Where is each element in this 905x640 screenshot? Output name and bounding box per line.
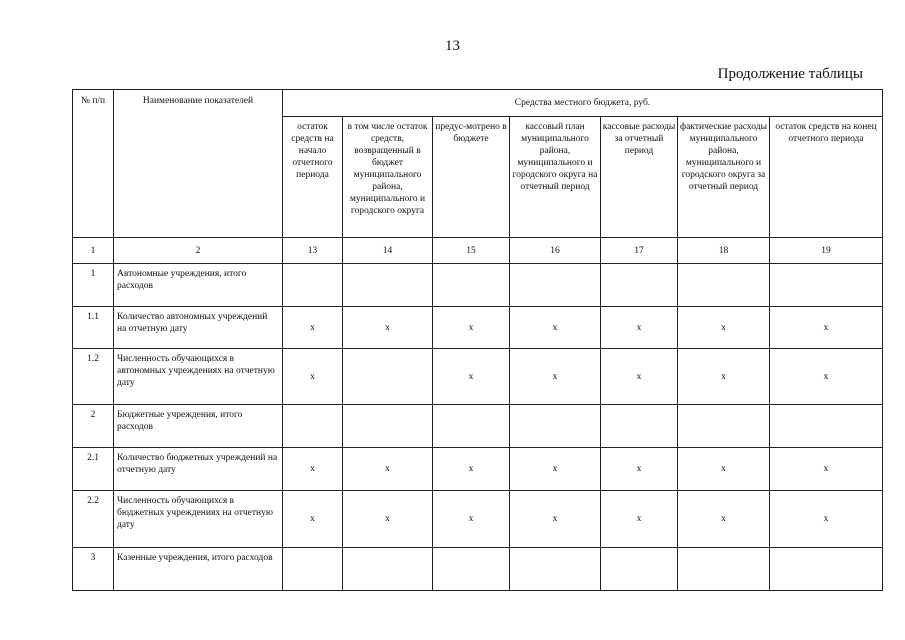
- table-cell: x: [601, 448, 678, 491]
- row-number: 1.2: [73, 349, 114, 405]
- table-cell: x: [433, 448, 510, 491]
- column-index: 18: [678, 238, 770, 264]
- column-index-row: [73, 238, 883, 264]
- header-col-19: остаток средств на конец отчетного периода: [770, 117, 883, 238]
- row-name: Количество бюджетных учреждений на отчетную дату: [114, 448, 283, 491]
- table-cell: x: [283, 307, 343, 349]
- table-cell: [433, 264, 510, 307]
- table-cell: [343, 349, 433, 405]
- table-cell: x: [343, 448, 433, 491]
- table-cell: x: [601, 307, 678, 349]
- table-cell: x: [510, 448, 601, 491]
- row-number: 2.1: [73, 448, 114, 491]
- table-cell: x: [770, 491, 883, 548]
- row-name: Численность обучающихся в бюджетных учреждениях на отчетную дату: [114, 491, 283, 548]
- table-cell: x: [678, 307, 770, 349]
- table-cell: [770, 264, 883, 307]
- table-cell: x: [283, 448, 343, 491]
- table-cell: x: [510, 349, 601, 405]
- table-cell: [433, 548, 510, 591]
- table-cell: [601, 264, 678, 307]
- continuation-label: Продолжение таблицы: [717, 66, 863, 82]
- header-col-18: фактические расходы муниципального района, муниципального и городского округа за отчетный период: [678, 117, 770, 238]
- table-cell: x: [601, 349, 678, 405]
- table-cell: [678, 264, 770, 307]
- row-number: 1.1: [73, 307, 114, 349]
- column-index: 17: [601, 238, 678, 264]
- row-name: Автономные учреждения, итого расходов: [114, 264, 283, 307]
- table-cell: x: [343, 307, 433, 349]
- table-cell: x: [433, 349, 510, 405]
- table-cell: x: [283, 491, 343, 548]
- table-cell: [601, 548, 678, 591]
- header-col-17: кассовые расходы за отчетный период: [601, 117, 678, 238]
- table-cell: x: [510, 491, 601, 548]
- row-name: Бюджетные учреждения, итого расходов: [114, 405, 283, 448]
- header-group: Средства местного бюджета, руб.: [283, 90, 883, 117]
- budget-table: [72, 89, 883, 591]
- header-col-16: кассовый план муниципального района, муниципального и городского округа на отчетный период: [510, 117, 601, 238]
- header-name: Наименование показателей: [114, 90, 283, 238]
- page-number: 13: [445, 38, 460, 54]
- header-col-15: предус-мотрено в бюджете: [433, 117, 510, 238]
- column-index: 19: [770, 238, 883, 264]
- table-cell: x: [678, 448, 770, 491]
- table-cell: x: [433, 307, 510, 349]
- table-cell: [678, 548, 770, 591]
- table-row: [73, 349, 883, 405]
- table-cell: x: [770, 448, 883, 491]
- table-cell: x: [510, 307, 601, 349]
- table-cell: x: [770, 307, 883, 349]
- header-col-13: остаток средств на начало отчетного периода: [283, 117, 343, 238]
- table-cell: [770, 405, 883, 448]
- table-cell: [770, 548, 883, 591]
- table-cell: [343, 548, 433, 591]
- table-row: [73, 448, 883, 491]
- column-index: 13: [283, 238, 343, 264]
- row-name: Казенные учреждения, итого расходов: [114, 548, 283, 591]
- column-index: 1: [73, 238, 114, 264]
- table-row: [73, 491, 883, 548]
- table-row: [73, 548, 883, 591]
- table-row: [73, 405, 883, 448]
- row-number: 2.2: [73, 491, 114, 548]
- column-index: 2: [114, 238, 283, 264]
- table-cell: [510, 264, 601, 307]
- table-cell: x: [678, 349, 770, 405]
- row-name: Численность обучающихся в автономных учреждениях на отчетную дату: [114, 349, 283, 405]
- header-col-14: в том числе остаток средств, возвращенный в бюджет муниципального района, муниципального и городского округа: [343, 117, 433, 238]
- table-row: [73, 264, 883, 307]
- table-cell: x: [283, 349, 343, 405]
- table-cell: [343, 264, 433, 307]
- table-cell: [283, 548, 343, 591]
- table-cell: [283, 264, 343, 307]
- table-cell: [343, 405, 433, 448]
- header-num: № п/п: [73, 90, 114, 238]
- table-row: [73, 307, 883, 349]
- table-cell: [510, 405, 601, 448]
- table-cell: [433, 405, 510, 448]
- table-cell: [283, 405, 343, 448]
- column-index: 16: [510, 238, 601, 264]
- table-cell: x: [770, 349, 883, 405]
- column-index: 14: [343, 238, 433, 264]
- row-number: 3: [73, 548, 114, 591]
- row-name: Количество автономных учреждений на отчетную дату: [114, 307, 283, 349]
- table-cell: [678, 405, 770, 448]
- table-cell: [601, 405, 678, 448]
- table-cell: [510, 548, 601, 591]
- row-number: 1: [73, 264, 114, 307]
- column-index: 15: [433, 238, 510, 264]
- table-cell: x: [343, 491, 433, 548]
- table-cell: x: [601, 491, 678, 548]
- row-number: 2: [73, 405, 114, 448]
- table-cell: x: [678, 491, 770, 548]
- table-cell: x: [433, 491, 510, 548]
